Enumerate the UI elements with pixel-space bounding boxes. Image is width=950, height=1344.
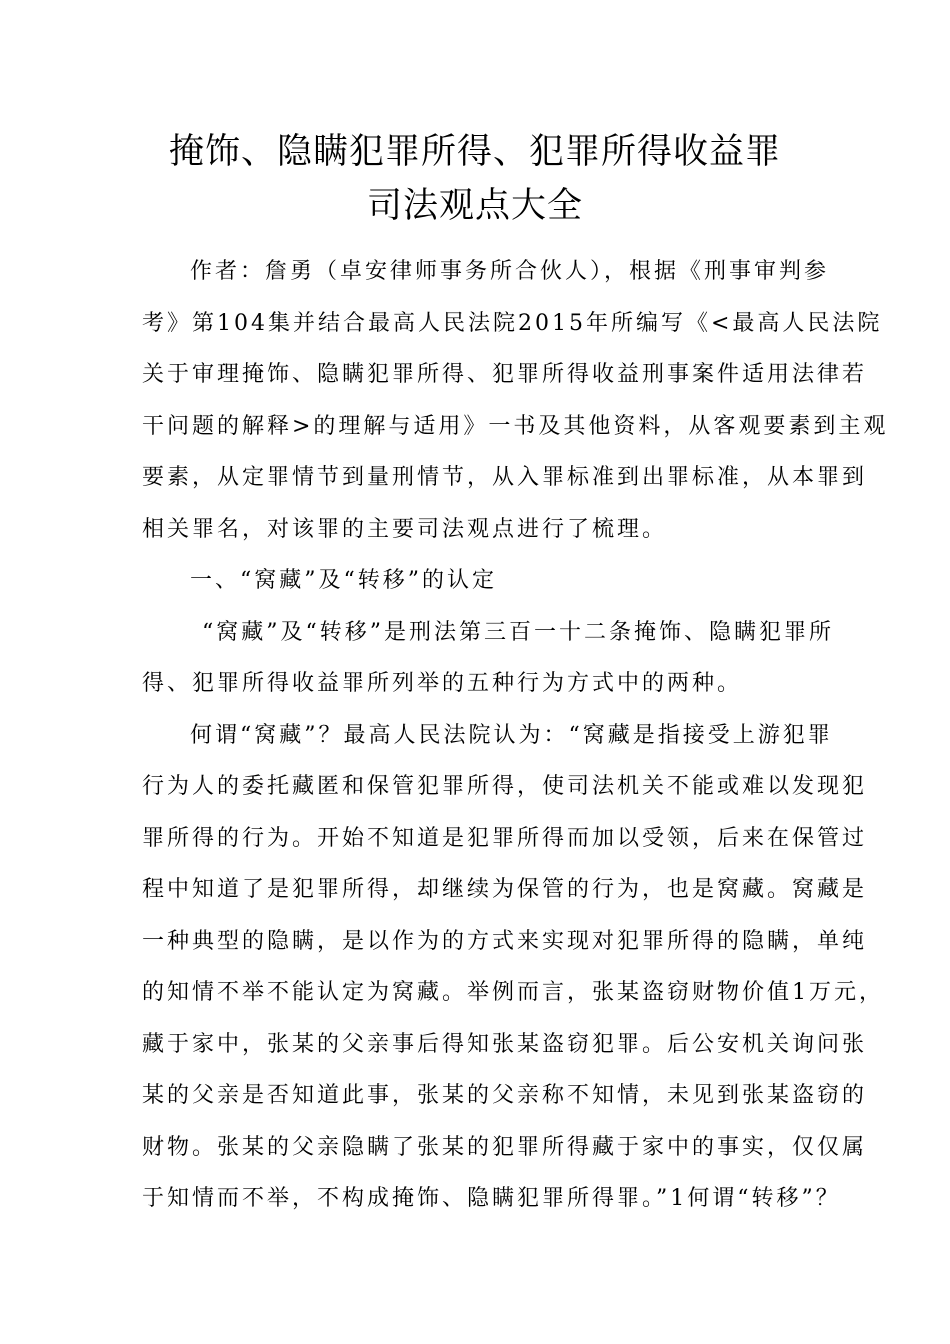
body-line: 何谓“窝藏”？最高人民法院认为：“窝藏是指接受上游犯罪 [190, 722, 833, 748]
document-title-line-2: 司法观点大全 [366, 186, 583, 226]
body-line: 要素，从定罪情节到量刑情节，从入罪标准到出罪标准，从本罪到 [142, 465, 868, 490]
body-line: 某的父亲是否知道此事，张某的父亲称不知情，未见到张某盗窃的 [142, 1083, 868, 1108]
body-line: 相关罪名，对该罪的主要司法观点进行了梳理。 [142, 516, 668, 542]
body-line: 财物。张某的父亲隐瞒了张某的犯罪所得藏于家中的事实，仅仅属 [142, 1134, 868, 1160]
body-line: 藏于家中，张某的父亲事后得知张某盗窃犯罪。后公安机关询问张 [142, 1031, 868, 1057]
body-line: 干问题的解释>的理解与适用》一书及其他资料，从客观要素到主观 [142, 413, 889, 439]
body-line: 于知情而不举，不构成掩饰、隐瞒犯罪所得罪。”1何谓“转移”？ [142, 1186, 841, 1211]
body-line: 作者：詹勇（卓安律师事务所合伙人），根据《刑事审判参 [190, 259, 830, 284]
body-line: 程中知道了是犯罪所得，却继续为保管的行为，也是窝藏。窝藏是 [142, 877, 868, 902]
document-title-line-1: 掩饰、隐瞒犯罪所得、犯罪所得收益罪 [168, 132, 781, 172]
body-line: “窝藏”及“转移”是刑法第三百一十二条掩饰、隐瞒犯罪所 [202, 619, 834, 645]
body-line: 罪所得的行为。开始不知道是犯罪所得而加以受领，后来在保管过 [142, 825, 868, 851]
body-line: 一种典型的隐瞒，是以作为的方式来实现对犯罪所得的隐瞒，单纯 [142, 928, 868, 954]
body-line: 得、犯罪所得收益罪所列举的五种行为方式中的两种。 [142, 671, 743, 696]
section-heading: 一、“窝藏”及“转移”的认定 [190, 568, 497, 593]
body-line: 考》第104集并结合最高人民法院2015年所编写《<最高人民法院 [142, 310, 883, 336]
body-line: 行为人的委托藏匿和保管犯罪所得，使司法机关不能或难以发现犯 [142, 774, 868, 799]
body-line: 的知情不举不能认定为窝藏。举例而言，张某盗窃财物价值1万元， [142, 980, 884, 1005]
document-body [142, 254, 889, 1233]
body-line: 关于审理掩饰、隐瞒犯罪所得、犯罪所得收益刑事案件适用法律若 [142, 362, 868, 387]
